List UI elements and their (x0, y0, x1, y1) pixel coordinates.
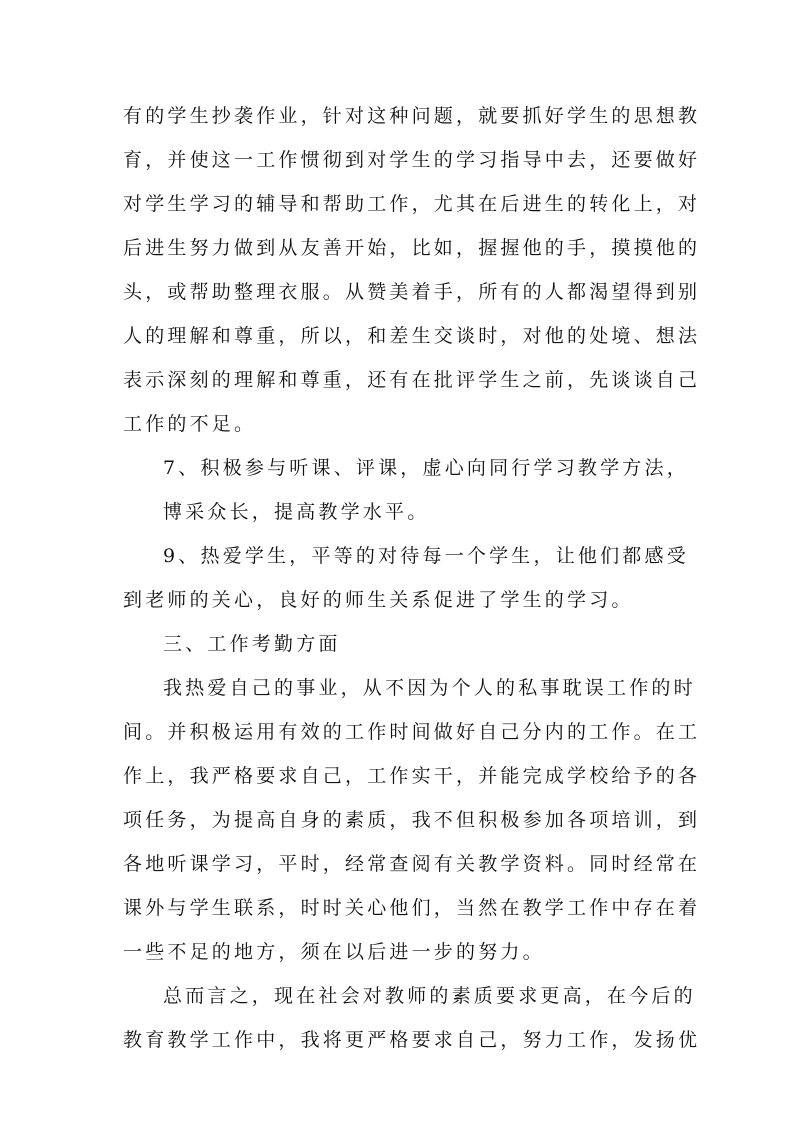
text-line: 各地听课学习，平时，经常查阅有关教学资料。同时经常在 (123, 853, 701, 875)
text-line: 一些不足的地方，须在以后进一步的努力。 (123, 941, 545, 963)
text-line: 工作的不足。 (123, 413, 257, 435)
text-line: 间。并积极运用有效的工作时间做好自己分内的工作。在工 (123, 721, 701, 743)
text-line: 头，或帮助整理衣服。从赞美着手，所有的人都渴望得到别 (123, 281, 701, 303)
section-heading: 三、工作考勤方面 (163, 633, 341, 655)
text-line: 项任务，为提高自身的素质，我不但积极参加各项培训，到 (123, 809, 701, 831)
list-item-7-continued: 博采众长，提高教学水平。 (163, 501, 430, 523)
text-line: 到老师的关心，良好的师生关系促进了学生的学习。 (123, 589, 634, 611)
text-line: 人的理解和尊重，所以，和差生交谈时，对他的处境、想法 (123, 325, 701, 347)
text-line: 有的学生抄袭作业，针对这种问题，就要抓好学生的思想教 (123, 105, 701, 127)
list-item-9: 9、热爱学生，平等的对待每一个学生，让他们都感受 (163, 545, 689, 567)
text-line: 后进生努力做到从友善开始，比如，握握他的手，摸摸他的 (123, 237, 701, 259)
paragraph-start: 总而言之，现在社会对教师的素质要求更高，在今后的 (163, 985, 696, 1007)
text-line: 教育教学工作中，我将更严格要求自己，努力工作，发扬优 (123, 1029, 701, 1051)
paragraph-start: 我热爱自己的事业，从不因为个人的私事耽误工作的时 (163, 677, 696, 699)
text-line: 对学生学习的辅导和帮助工作，尤其在后进生的转化上，对 (123, 193, 701, 215)
text-line: 课外与学生联系，时时关心他们，当然在教学工作中存在着 (123, 897, 701, 919)
text-line: 育，并使这一工作惯彻到对学生的学习指导中去，还要做好 (123, 149, 701, 171)
text-line: 作上，我严格要求自己，工作实干，并能完成学校给予的各 (123, 765, 701, 787)
text-line: 表示深刻的理解和尊重，还有在批评学生之前，先谈谈自己 (123, 369, 701, 391)
list-item-7: 7、积极参与听课、评课，虚心向同行学习教学方法， (163, 457, 689, 479)
